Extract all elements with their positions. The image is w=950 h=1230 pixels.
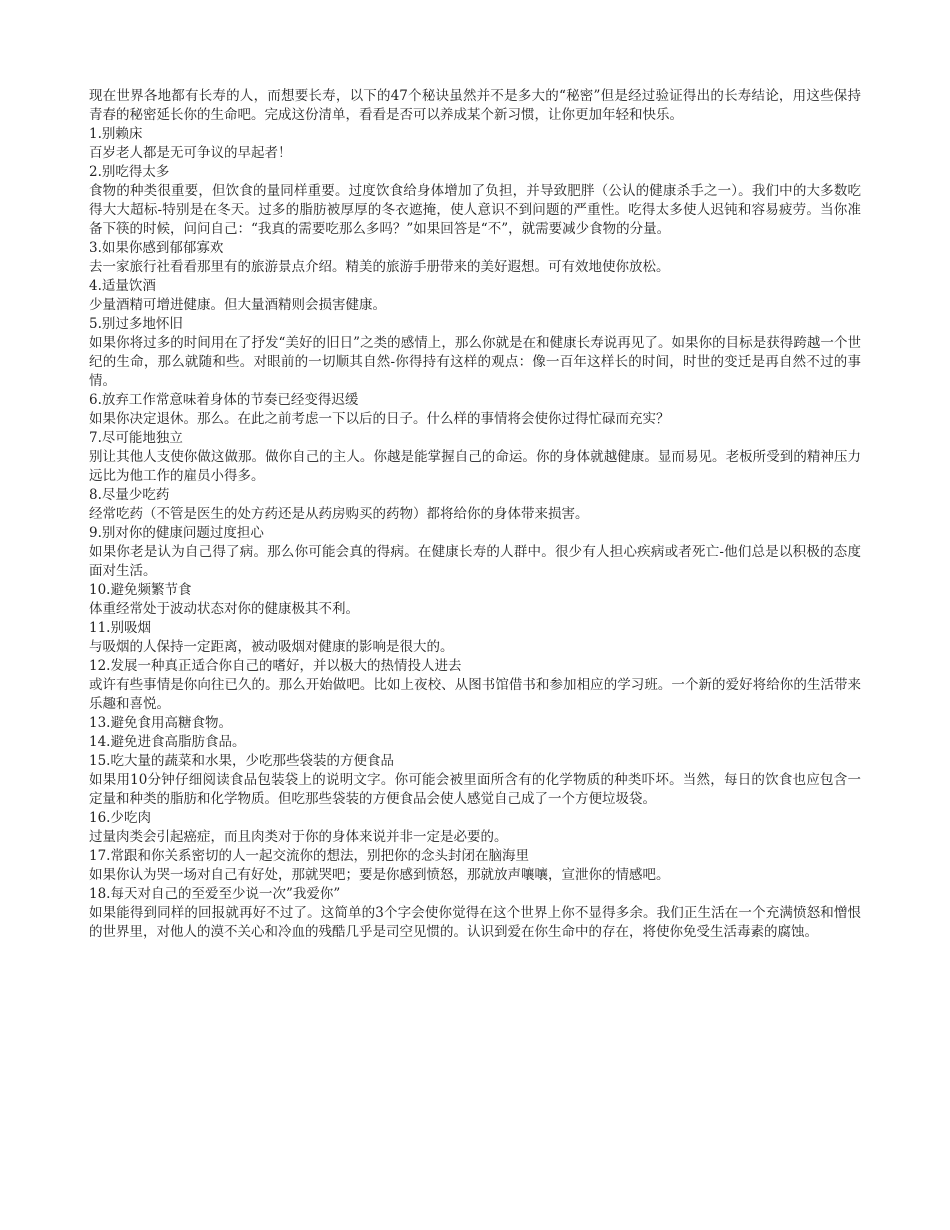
section-heading: 10.避免频繁节食	[89, 582, 192, 598]
section-heading: 12.发展一种真正适合你自己的嗜好，并以极大的热情投人进去	[89, 658, 462, 674]
section-heading: 11.别吸烟	[89, 620, 151, 636]
section-heading: 4.适量饮酒	[89, 278, 156, 294]
section-heading: 1.别赖床	[89, 126, 143, 142]
section-body: 别让其他人支使你做这做那。做你自己的主人。你越是能掌握自己的命运。你的身体就越健康。显而易见。老板所受到的精神压力远比为他工作的雇员小得多。	[89, 449, 861, 484]
section-body: 经常吃药（不管是医生的处方药还是从药房购买的药物）都将给你的身体带来损害。	[89, 506, 589, 522]
section-heading: 15.吃大量的蔬菜和水果，少吃那些袋装的方便食品	[89, 753, 394, 769]
section-heading: 8.尽量少吃药	[89, 487, 170, 503]
document-body	[89, 87, 861, 942]
section-body: 如果你决定退休。那么。在此之前考虑一下以后的日子。什么样的事情将会使你过得忙碌而充实？	[89, 411, 670, 427]
section-body: 与吸烟的人保持一定距离，被动吸烟对健康的影响是很大的。	[89, 639, 454, 655]
section-body: 或许有些事情是你向往已久的。那么开始做吧。比如上夜校、从图书馆借书和参加相应的学习班。一个新的爱好将给你的生活带来乐趣和喜悦。	[89, 677, 861, 712]
section-body: 体重经常处于波动状态对你的健康极其不利。	[89, 601, 359, 617]
section-heading: 6.放弃工作常意味着身体的节奏已经变得迟缓	[89, 392, 359, 408]
section-heading: 18.每天对自己的至爱至少说一次”我爱你”	[89, 886, 341, 902]
section-body: 食物的种类很重要，但饮食的量同样重要。过度饮食给身体增加了负担，并导致肥胖（公认的健康杀手之一）。我们中的大多数吃得大大超标-特别是在冬天。过多的脂肪被厚厚的冬衣遮掩，使人意识不到问题的严重性。吃得太多使人迟钝和容易疲劳。当你准备下筷的时候，问问自己：“我真的需要吃那么多吗？”如果回答是“不”，就需要减少食物的分量。	[89, 183, 861, 237]
section-body: 如果你认为哭一场对自己有好处，那就哭吧；要是你感到愤怒，那就放声嚷嚷，宣泄你的情感吧。	[89, 867, 670, 883]
section-heading: 3.如果你感到郁郁寡欢	[89, 240, 224, 256]
intro-paragraph: 现在世界各地都有长寿的人，而想要长寿，以下的47个秘诀虽然并不是多大的“秘密”但是经过验证得出的长寿结论，用这些保持青春的秘密延长你的生命吧。完成这份清单，看看是否可以养成某个新习惯，让你更加年轻和快乐。	[89, 88, 861, 123]
section-body: 去一家旅行社看看那里有的旅游景点介绍。精美的旅游手册带来的美好遐想。可有效地使你放松。	[89, 259, 670, 275]
section-body: 如果用10分钟仔细阅读食品包装袋上的说明文字。你可能会被里面所含有的化学物质的种类吓坏。当然，每日的饮食也应包含一定量和种类的脂肪和化学物质。但吃那些袋装的方便食品会使人感觉自己成了一个方便垃圾袋。	[89, 772, 861, 807]
section-body: 如果能得到同样的回报就再好不过了。这简单的3个字会使你觉得在这个世界上你不显得多余。我们正生活在一个充满愤怒和憎恨的世界里，对他人的漠不关心和冷血的残酷几乎是司空见惯的。认识到爱在你生命中的存在，将使你免受生活毒素的腐蚀。	[89, 905, 861, 940]
section-heading: 9.别对你的健康问题过度担心	[89, 525, 264, 541]
section-body: 如果你老是认为自己得了病。那么你可能会真的得病。在健康长寿的人群中。很少有人担心疾病或者死亡-他们总是以积极的态度面对生活。	[89, 544, 861, 579]
section-heading: 7.尽可能地独立	[89, 430, 183, 446]
section-body: 少量酒精可增进健康。但大量酒精则会损害健康。	[89, 297, 386, 313]
section-heading: 5.别过多地怀旧	[89, 316, 183, 332]
section-heading: 17.常跟和你关系密切的人一起交流你的想法，别把你的念头封闭在脑海里	[89, 848, 529, 864]
section-heading: 16.少吃肉	[89, 810, 151, 826]
section-heading: 14.避免进食高脂肪食品。	[89, 734, 246, 750]
section-heading: 2.别吃得太多	[89, 164, 170, 180]
section-body: 如果你将过多的时间用在了抒发“美好的旧日”之类的感情上，那么你就是在和健康长寿说再见了。如果你的目标是获得跨越一个世纪的生命，那么就随和些。对眼前的一切顺其自然-你得持有这样的观点：像一百年这样长的时间，时世的变迁是再自然不过的事情。	[89, 335, 861, 389]
sections-list	[89, 125, 861, 942]
section-heading: 13.避免食用高糖食物。	[89, 715, 232, 731]
section-body: 百岁老人都是无可争议的早起者！	[89, 145, 292, 161]
section-body: 过量肉类会引起癌症，而且肉类对于你的身体来说并非一定是必要的。	[89, 829, 508, 845]
